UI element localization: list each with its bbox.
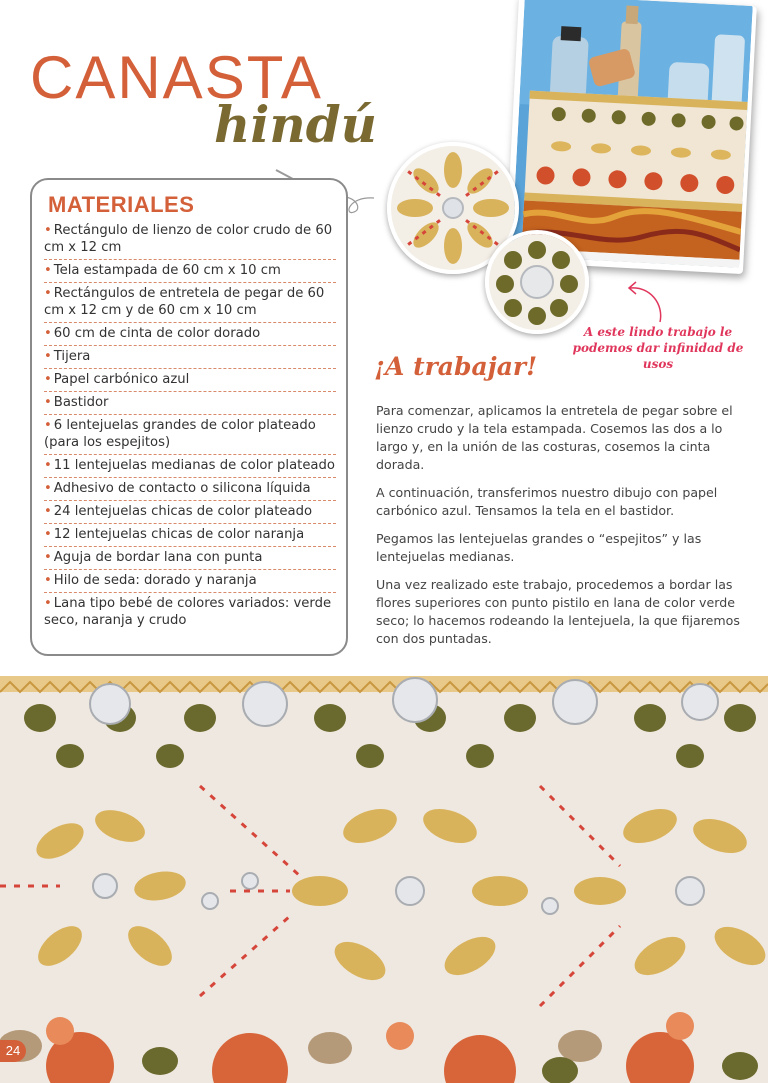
section-body (376, 402, 756, 658)
list-item: • Aguja de bordar lana con punta (44, 547, 336, 570)
paragraph: Una vez realizado este trabajo, procedemos a bordar las flores superiores con punto pistilo en lana de color verde seco; lo hacemos rodeando la lentejuela, la que fijaremos con dos puntadas. (376, 577, 740, 646)
photo-caption: A este lindo trabajo le podemos dar infinidad de usos (572, 325, 744, 371)
detail-photo-green-flower (485, 230, 589, 334)
list-item: • Lana tipo bebé de colores variados: verde seco, naranja y crudo (44, 596, 332, 628)
product-photo (511, 0, 752, 268)
page-subtitle: hindú (214, 95, 378, 154)
list-item: • Tijera (44, 346, 336, 369)
list-item: • Adhesivo de contacto o silicona líquida (44, 478, 336, 501)
list-item: • Tela estampada de 60 cm x 10 cm (44, 260, 336, 283)
list-item: • 11 lentejuelas medianas de color plateado (44, 455, 336, 478)
list-item: • Rectángulo de lienzo de color crudo de 60 cm x 12 cm (44, 220, 336, 260)
list-item: • 60 cm de cinta de color dorado (44, 323, 336, 346)
section-title: ¡A trabajar! (374, 352, 538, 381)
list-item: • Papel carbónico azul (44, 369, 336, 392)
embroidery-photo (0, 676, 768, 1083)
page-number: 24 (0, 1040, 26, 1062)
list-item: • 24 lentejuelas chicas de color plateado (44, 501, 336, 524)
materials-list (44, 220, 336, 632)
list-item: • 12 lentejuelas chicas de color naranja (44, 524, 336, 547)
paragraph: Pegamos las lentejuelas grandes o “espejitos” y las lentejuelas medianas. (376, 531, 702, 564)
list-item: • Rectángulos de entretela de pegar de 60 cm x 12 cm y de 60 cm x 10 cm (44, 283, 336, 323)
page-title: CANASTA (30, 44, 323, 111)
list-item: • Bastidor (44, 392, 336, 415)
list-item: • 6 lentejuelas grandes de color plateado (para los espejitos) (44, 415, 336, 455)
paragraph: A continuación, transferimos nuestro dibujo con papel carbónico azul. Tensamos la tela en el bastidor. (376, 485, 718, 518)
arrow-icon (620, 276, 670, 326)
materials-heading: MATERIALES (48, 192, 195, 217)
paragraph: Para comenzar, aplicamos la entretela de pegar sobre el lienzo crudo y la tela estampada. Cosemos las dos a lo largo y, en la unión de las costuras, cosemos la cinta dorada. (376, 403, 733, 472)
list-item: • Hilo de seda: dorado y naranja (44, 570, 336, 593)
